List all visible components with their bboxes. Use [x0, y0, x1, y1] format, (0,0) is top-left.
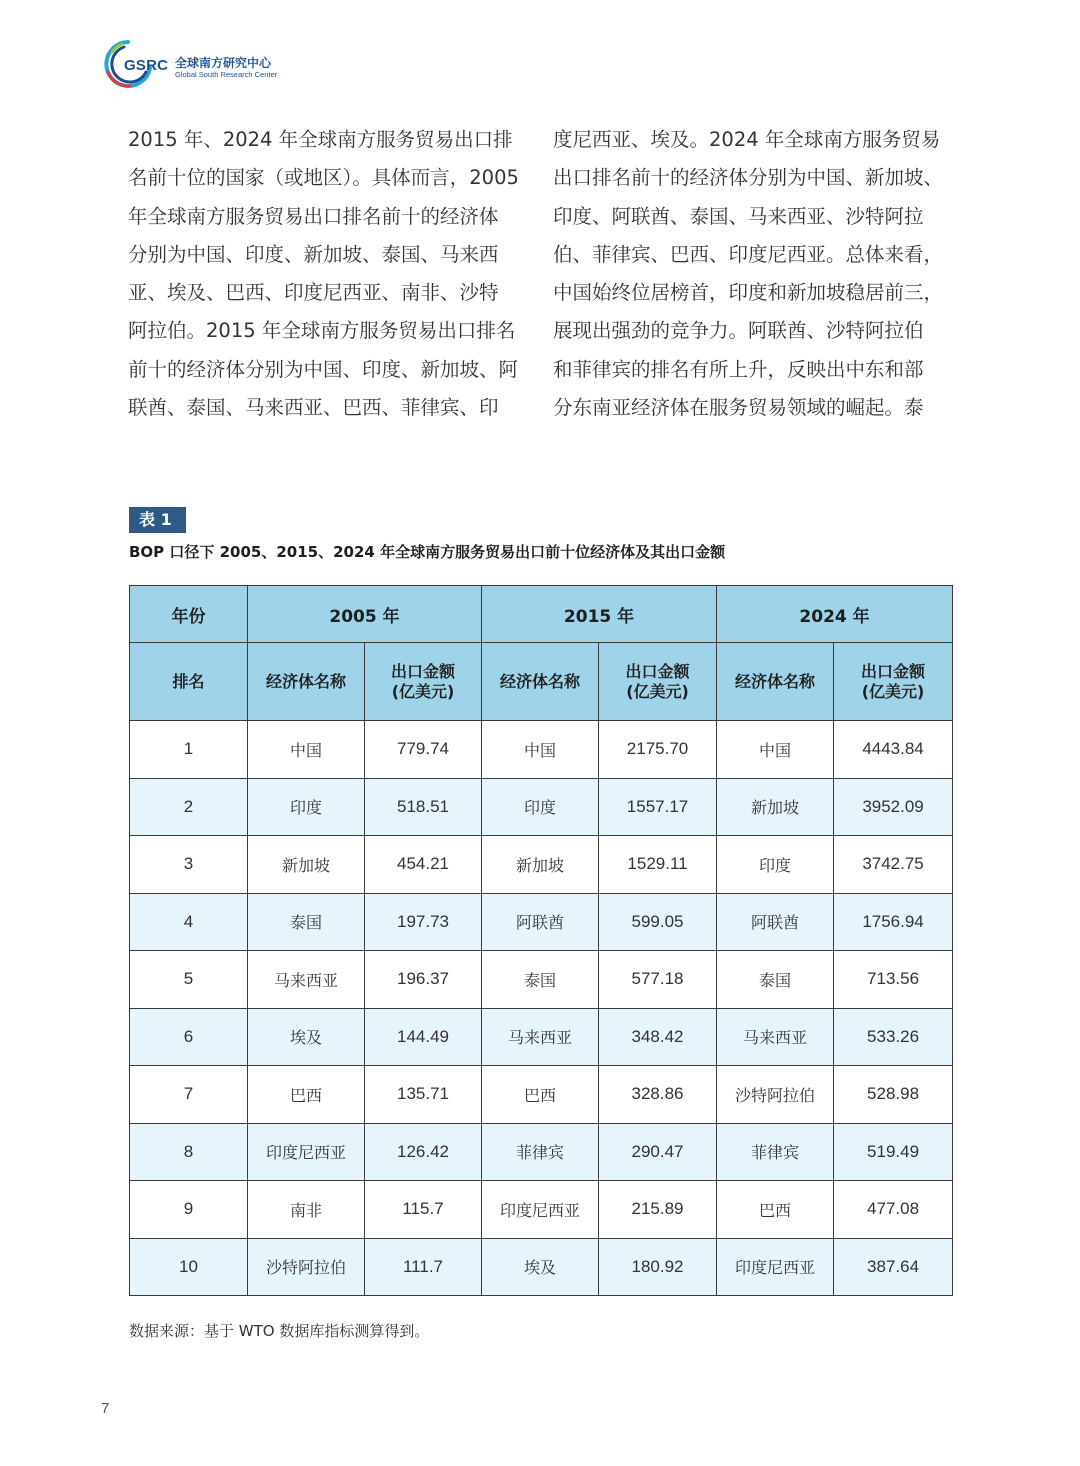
economy-2024-cell: 阿联酋 — [717, 893, 834, 951]
table-row — [130, 778, 953, 836]
amount-2024-cell: 387.64 — [834, 1238, 953, 1296]
rank-cell: 8 — [130, 1123, 248, 1181]
economy-2015-cell: 新加坡 — [482, 836, 599, 894]
economy-2005-cell: 巴西 — [248, 1066, 365, 1124]
economy-header: 经济体名称 — [248, 643, 365, 721]
amount-2024-cell: 477.08 — [834, 1181, 953, 1239]
text-line: 年全球南方服务贸易出口排名前十的经济体 — [128, 204, 499, 228]
economy-2015-cell: 印度 — [482, 778, 599, 836]
text-line: 分别为中国、印度、新加坡、泰国、马来西 — [128, 242, 499, 266]
economy-2005-cell: 埃及 — [248, 1008, 365, 1066]
amount-2015-cell: 577.18 — [599, 951, 717, 1009]
economy-2005-cell: 沙特阿拉伯 — [248, 1238, 365, 1296]
table-row — [130, 1238, 953, 1296]
amount-2005-cell: 135.71 — [365, 1066, 482, 1124]
amount-2005-cell: 518.51 — [365, 778, 482, 836]
logo-english-name: Global South Research Center — [175, 70, 278, 79]
page-number: 7 — [101, 1400, 110, 1417]
table-row — [130, 721, 953, 779]
year-2024-header: 2024 年 — [717, 586, 953, 643]
text-line: 和菲律宾的排名有所上升，反映出中东和部 — [553, 357, 924, 381]
economy-2015-cell: 埃及 — [482, 1238, 599, 1296]
economy-2024-cell: 泰国 — [717, 951, 834, 1009]
economy-2015-cell: 中国 — [482, 721, 599, 779]
amount-2015-cell: 2175.70 — [599, 721, 717, 779]
amount-header-line2: (亿美元) — [861, 681, 925, 701]
amount-2015-cell: 328.86 — [599, 1066, 717, 1124]
text-line: 亚、埃及、巴西、印度尼西亚、南非、沙特 — [128, 281, 499, 305]
rank-cell: 1 — [130, 721, 248, 779]
economy-2024-cell: 巴西 — [717, 1181, 834, 1239]
economy-2024-cell: 印度 — [717, 836, 834, 894]
economy-2015-cell: 巴西 — [482, 1066, 599, 1124]
economy-2015-cell: 印度尼西亚 — [482, 1181, 599, 1239]
table-caption: BOP 口径下 2005、2015、2024 年全球南方服务贸易出口前十位经济体及其出口金额 — [129, 543, 726, 561]
table-row — [130, 951, 953, 1009]
economy-2024-cell: 新加坡 — [717, 778, 834, 836]
amount-2005-cell: 126.42 — [365, 1123, 482, 1181]
economy-2005-cell: 中国 — [248, 721, 365, 779]
table-row — [130, 893, 953, 951]
text-line: 度尼西亚、埃及。2024 年全球南方服务贸易 — [553, 128, 941, 151]
data-source-note: 数据来源：基于 WTO 数据库指标测算得到。 — [129, 1322, 430, 1340]
year-label-header: 年份 — [130, 586, 248, 643]
exports-table — [129, 585, 953, 1296]
logo-abbreviation: GSRC — [124, 57, 169, 74]
logo-chinese-name: 全球南方研究中心 — [175, 56, 272, 70]
amount-header-line2: (亿美元) — [626, 681, 689, 701]
amount-2005-cell: 111.7 — [365, 1238, 482, 1296]
economy-header: 经济体名称 — [717, 643, 834, 721]
table-row — [130, 1066, 953, 1124]
text-line: 中国始终位居榜首，印度和新加坡稳居前三， — [553, 281, 944, 305]
amount-2005-cell: 115.7 — [365, 1181, 482, 1239]
economy-2024-cell: 沙特阿拉伯 — [717, 1066, 834, 1124]
amount-header — [834, 643, 953, 721]
text-line: 分东南亚经济体在服务贸易领域的崛起。泰 — [553, 396, 924, 420]
amount-2015-cell: 1557.17 — [599, 778, 717, 836]
amount-2005-cell: 144.49 — [365, 1008, 482, 1066]
amount-2015-cell: 348.42 — [599, 1008, 717, 1066]
amount-2024-cell: 713.56 — [834, 951, 953, 1009]
text-line: 前十的经济体分别为中国、印度、新加坡、阿 — [128, 357, 519, 381]
amount-2024-cell: 4443.84 — [834, 721, 953, 779]
table-row — [130, 1181, 953, 1239]
text-line: 出口排名前十的经济体分别为中国、新加坡、 — [553, 166, 944, 190]
table-tag: 表 1 — [129, 507, 186, 533]
amount-header — [599, 643, 717, 721]
economy-2005-cell: 印度尼西亚 — [248, 1123, 365, 1181]
year-2005-header: 2005 年 — [248, 586, 482, 643]
amount-header-line2: (亿美元) — [391, 681, 455, 701]
economy-2024-cell: 中国 — [717, 721, 834, 779]
amount-2015-cell: 180.92 — [599, 1238, 717, 1296]
body-text-left-column — [128, 121, 528, 427]
year-header-row — [130, 586, 953, 643]
economy-2015-cell: 菲律宾 — [482, 1123, 599, 1181]
text-line: 2015 年、2024 年全球南方服务贸易出口排 — [128, 128, 513, 151]
amount-header-line1: 出口金额 — [625, 661, 690, 681]
economy-2005-cell: 新加坡 — [248, 836, 365, 894]
amount-2005-cell: 454.21 — [365, 836, 482, 894]
amount-header-line1: 出口金额 — [861, 661, 926, 681]
text-line: 联酋、泰国、马来西亚、巴西、菲律宾、印 — [128, 396, 499, 420]
text-line: 展现出强劲的竞争力。阿联酋、沙特阿拉伯 — [553, 319, 924, 343]
amount-2015-cell: 599.05 — [599, 893, 717, 951]
table-body — [130, 721, 953, 1296]
amount-2015-cell: 1529.11 — [599, 836, 717, 894]
table-row — [130, 1123, 953, 1181]
economy-2005-cell: 泰国 — [248, 893, 365, 951]
economy-2024-cell: 菲律宾 — [717, 1123, 834, 1181]
amount-2005-cell: 197.73 — [365, 893, 482, 951]
rank-header: 排名 — [130, 643, 248, 721]
rank-cell: 4 — [130, 893, 248, 951]
amount-2024-cell: 3742.75 — [834, 836, 953, 894]
gsrc-logo — [100, 38, 300, 90]
amount-2015-cell: 290.47 — [599, 1123, 717, 1181]
amount-2015-cell: 215.89 — [599, 1181, 717, 1239]
rank-cell: 3 — [130, 836, 248, 894]
rank-cell: 5 — [130, 951, 248, 1009]
amount-header-line1: 出口金额 — [391, 661, 456, 681]
economy-header: 经济体名称 — [482, 643, 599, 721]
economy-2024-cell: 马来西亚 — [717, 1008, 834, 1066]
text-line: 伯、菲律宾、巴西、印度尼西亚。总体来看， — [553, 242, 944, 266]
amount-2024-cell: 533.26 — [834, 1008, 953, 1066]
rank-cell: 7 — [130, 1066, 248, 1124]
text-line: 阿拉伯。2015 年全球南方服务贸易出口排名 — [128, 319, 516, 343]
economy-2024-cell: 印度尼西亚 — [717, 1238, 834, 1296]
rank-cell: 2 — [130, 778, 248, 836]
economy-2015-cell: 阿联酋 — [482, 893, 599, 951]
text-line: 名前十位的国家（或地区）。具体而言，2005 — [128, 166, 519, 190]
economy-2015-cell: 泰国 — [482, 951, 599, 1009]
economy-2015-cell: 马来西亚 — [482, 1008, 599, 1066]
amount-2024-cell: 519.49 — [834, 1123, 953, 1181]
economy-2005-cell: 南非 — [248, 1181, 365, 1239]
amount-2005-cell: 779.74 — [365, 721, 482, 779]
table-row — [130, 1008, 953, 1066]
rank-cell: 6 — [130, 1008, 248, 1066]
table-row — [130, 836, 953, 894]
economy-2005-cell: 印度 — [248, 778, 365, 836]
amount-2005-cell: 196.37 — [365, 951, 482, 1009]
column-header-row — [130, 643, 953, 721]
economy-2005-cell: 马来西亚 — [248, 951, 365, 1009]
amount-2024-cell: 1756.94 — [834, 893, 953, 951]
rank-cell: 9 — [130, 1181, 248, 1239]
body-text-right-column — [553, 121, 953, 427]
rank-cell: 10 — [130, 1238, 248, 1296]
amount-2024-cell: 3952.09 — [834, 778, 953, 836]
amount-header — [365, 643, 482, 721]
text-line: 印度、阿联酋、泰国、马来西亚、沙特阿拉 — [553, 204, 924, 228]
year-2015-header: 2015 年 — [482, 586, 717, 643]
amount-2024-cell: 528.98 — [834, 1066, 953, 1124]
